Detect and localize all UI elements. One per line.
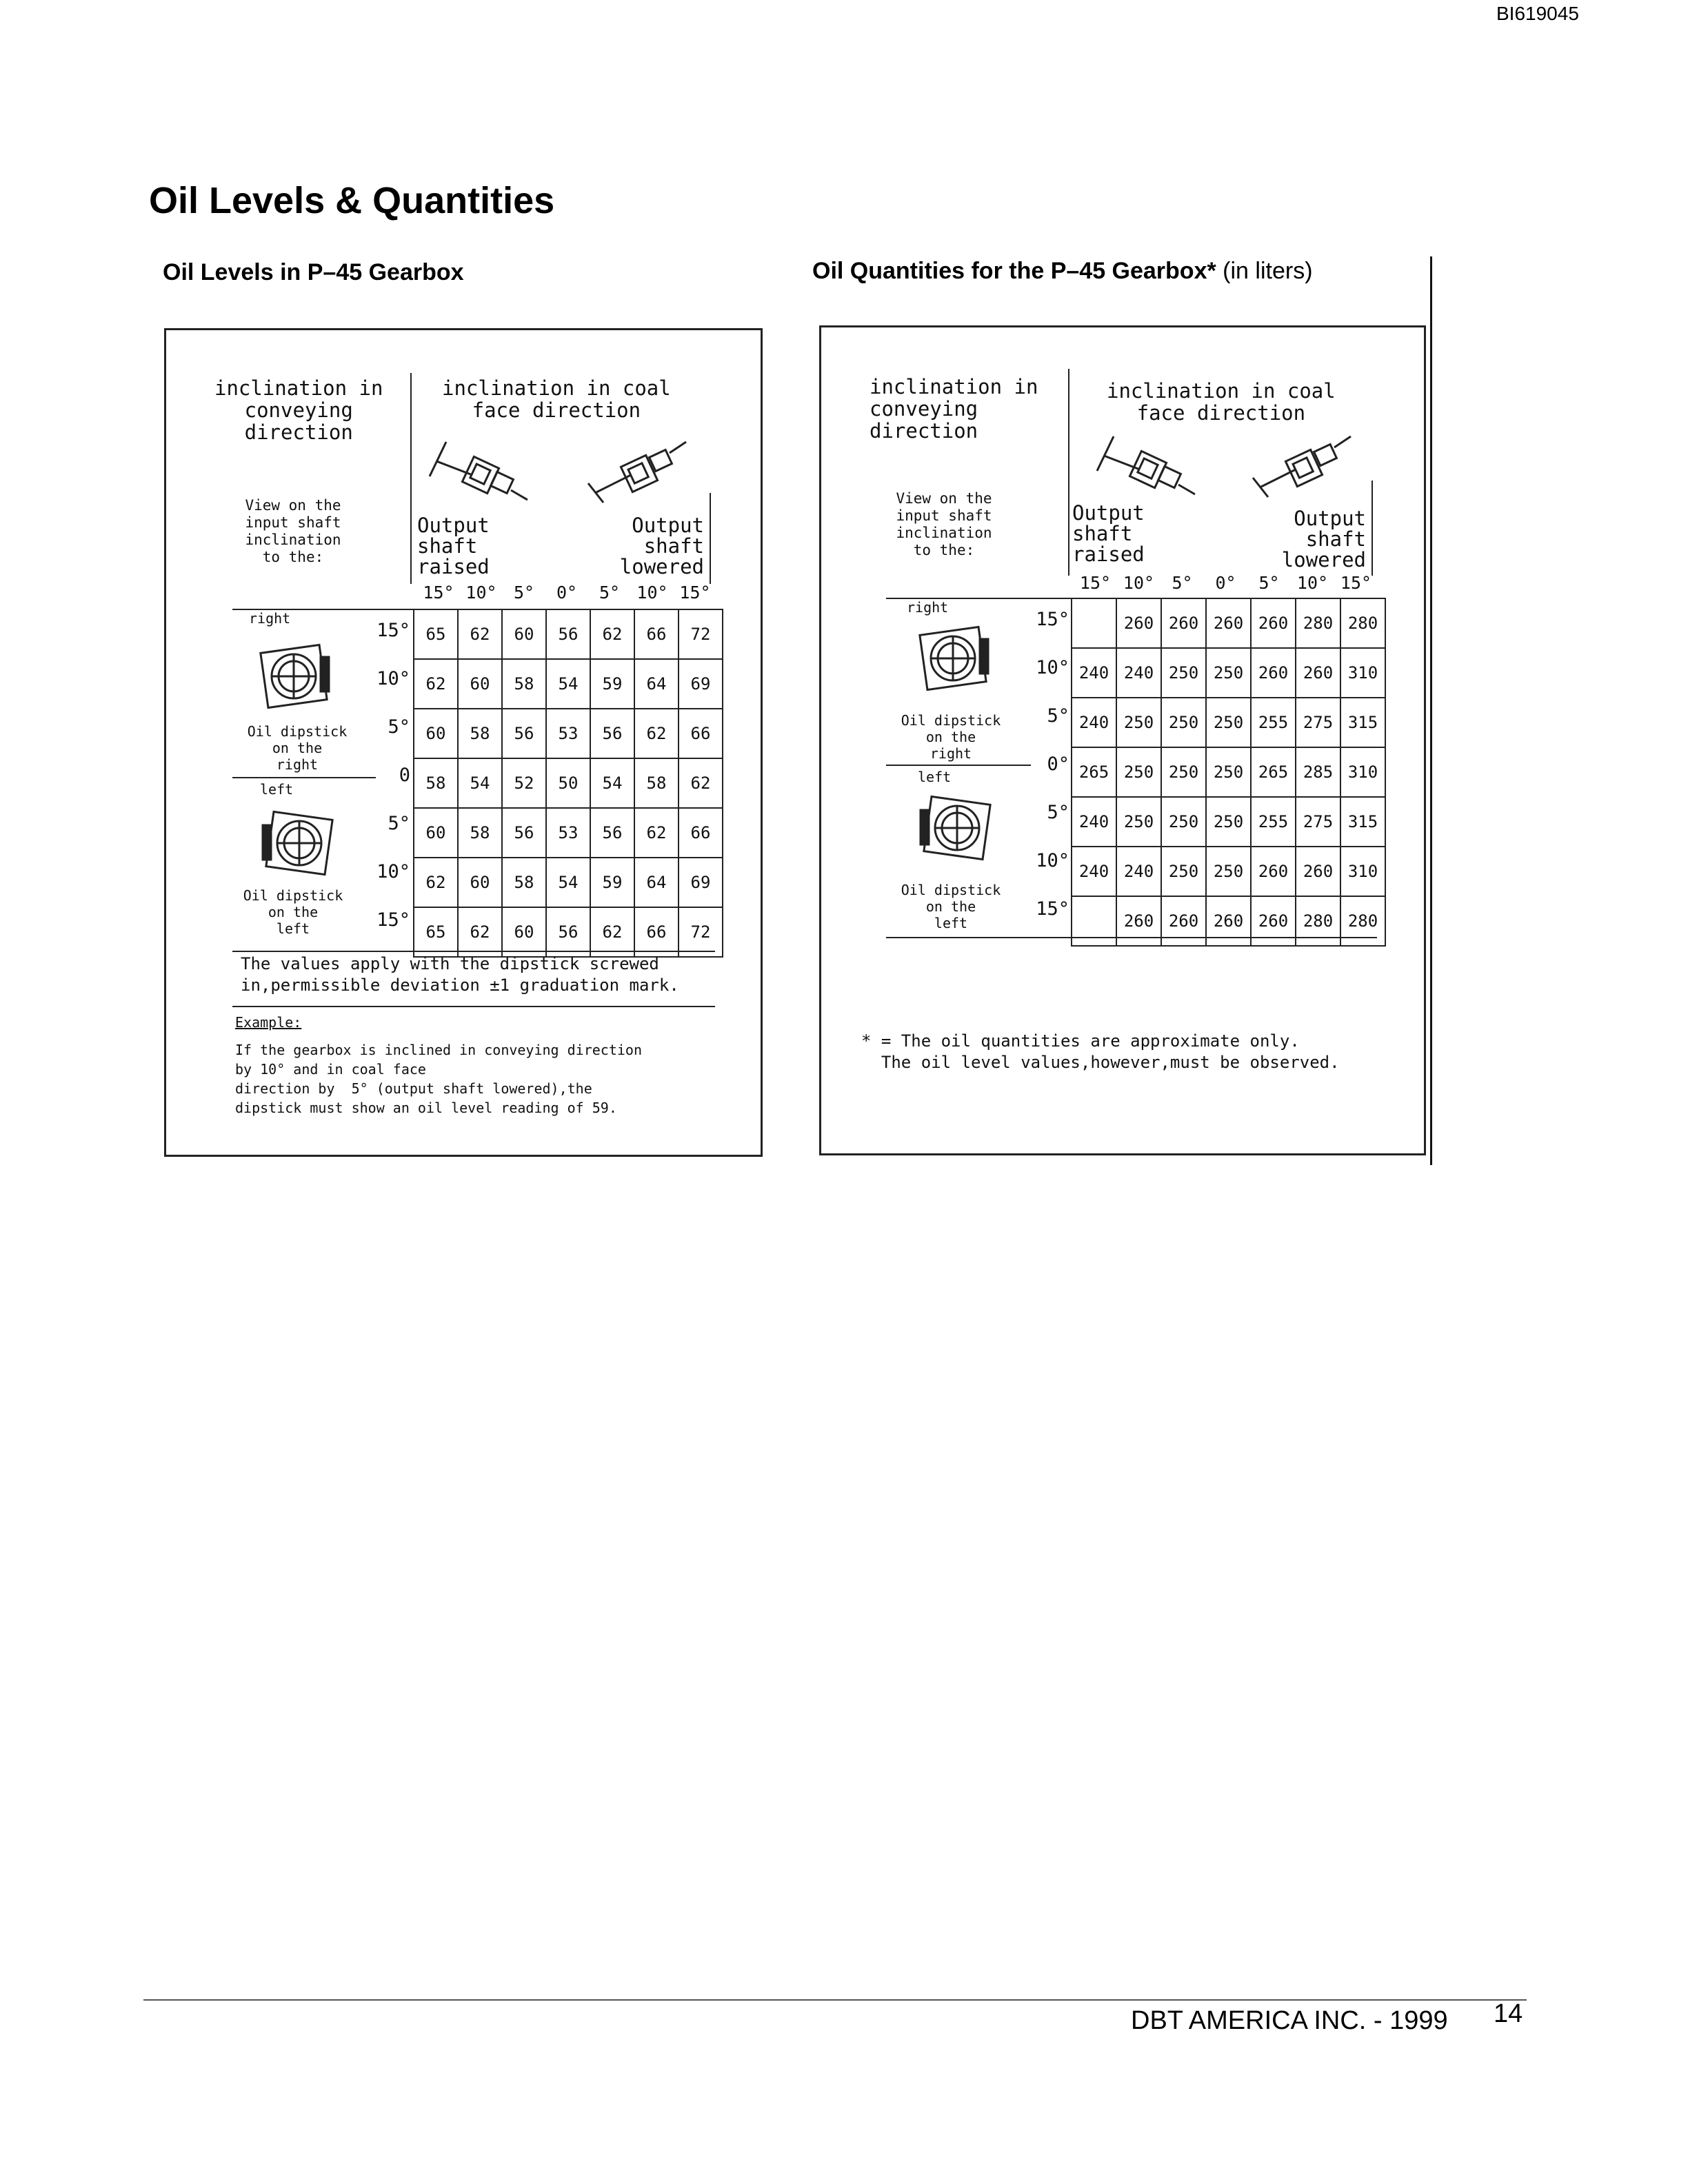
row-label-left-5: 5° — [388, 813, 410, 834]
oil-quantities-caption — [812, 258, 1313, 285]
table-cell: 56 — [546, 609, 590, 659]
table-cell: 250 — [1161, 797, 1206, 847]
conveying-direction-header: inclination in conveying direction — [870, 375, 1038, 443]
row-label-zero: 0° — [1047, 754, 1069, 775]
table-cell: 62 — [458, 609, 502, 659]
table-row — [414, 808, 723, 858]
table-cell: 310 — [1340, 747, 1385, 797]
table-cell: 280 — [1296, 598, 1340, 648]
table-cell: 280 — [1340, 598, 1385, 648]
label-left: left — [260, 781, 294, 798]
table-cell: 260 — [1206, 896, 1251, 946]
dipstick-right-icon — [914, 624, 995, 693]
table-cell: 240 — [1072, 648, 1116, 698]
table-cell: 58 — [458, 709, 502, 758]
page-number: 14 — [1494, 1999, 1523, 2028]
example-text: If the gearbox is inclined in conveying direction by 10° and in coal face direction by 5° (output shaft lowered),the dipstick must show an oil level reading of 59. — [235, 1042, 643, 1116]
table-cell: 60 — [458, 858, 502, 907]
table-cell: 62 — [414, 858, 458, 907]
table-cell: 58 — [458, 808, 502, 858]
row-label-left-10: 10° — [376, 861, 410, 882]
table-cell: 250 — [1206, 847, 1251, 896]
table-row — [414, 907, 723, 957]
table-cell: 240 — [1072, 797, 1116, 847]
table-cell: 285 — [1296, 747, 1340, 797]
label-left: left — [918, 769, 952, 785]
example-title: Example: — [235, 1014, 302, 1031]
header-right-border — [710, 493, 711, 584]
table-cell: 250 — [1206, 747, 1251, 797]
row-label-right-5: 5° — [1047, 705, 1069, 727]
table-cell: 53 — [546, 709, 590, 758]
document-id: BI619045 — [1496, 3, 1579, 24]
table-cell: 250 — [1161, 847, 1206, 896]
coal-face-direction-header: inclination in coal face direction — [442, 376, 671, 422]
oil-quantities-table — [1071, 598, 1386, 947]
table-cell: 60 — [502, 609, 546, 659]
table-cell: 72 — [679, 609, 723, 659]
label-right: right — [249, 610, 291, 627]
table-cell: 66 — [679, 808, 723, 858]
table-cell: 50 — [546, 758, 590, 808]
row-label-left-15: 15° — [1036, 898, 1069, 920]
shaft-lowered-label: Output shaft lowered — [619, 514, 704, 578]
table-row — [1072, 847, 1385, 896]
shaft-lowered-label: Output shaft lowered — [1281, 507, 1366, 572]
table-cell: 53 — [546, 808, 590, 858]
table-cell: 62 — [414, 659, 458, 709]
table-cell: 315 — [1340, 698, 1385, 747]
conveying-direction-header: inclination in conveying direction — [214, 376, 383, 444]
table-cell: 62 — [634, 808, 679, 858]
table-cell: 240 — [1116, 648, 1161, 698]
col-lowered-5: 5° — [599, 583, 621, 603]
table-cell: 260 — [1161, 896, 1206, 946]
table-cell: 250 — [1161, 747, 1206, 797]
table-cell: 280 — [1296, 896, 1340, 946]
table-cell: 255 — [1251, 698, 1296, 747]
table-cell: 250 — [1206, 698, 1251, 747]
table-cell: 250 — [1206, 797, 1251, 847]
table-cell: 72 — [679, 907, 723, 957]
table-cell: 240 — [1116, 847, 1161, 896]
label-dipstick-right: Oil dipstick on the right — [247, 723, 348, 773]
oil-quantities-panel — [819, 325, 1426, 1155]
row-label-right-10: 10° — [1036, 657, 1069, 678]
table-bottom-rule — [886, 937, 1377, 938]
table-cell: 62 — [458, 907, 502, 957]
table-cell: 310 — [1340, 847, 1385, 896]
col-raised-15: 15° — [423, 583, 454, 603]
col-raised-10: 10° — [465, 583, 497, 603]
table-cell: 62 — [679, 758, 723, 808]
oil-levels-panel — [164, 328, 763, 1157]
values-note: The values apply with the dipstick screwed in,permissible deviation ±1 graduation mark. — [241, 954, 679, 995]
table-cell: 64 — [634, 659, 679, 709]
table-cell: 280 — [1340, 896, 1385, 946]
col-lowered-10: 10° — [1296, 573, 1329, 593]
row-label-left-5: 5° — [1047, 802, 1069, 823]
table-cell: 65 — [414, 609, 458, 659]
row-label-left-10: 10° — [1036, 850, 1069, 871]
page-title: Oil Levels & Quantities — [149, 180, 555, 221]
table-cell: 56 — [546, 907, 590, 957]
table-cell: 56 — [590, 808, 634, 858]
margin-rule — [1430, 256, 1432, 1165]
table-cell: 62 — [634, 709, 679, 758]
row-label-zero: 0 — [399, 765, 410, 786]
table-row — [414, 758, 723, 808]
gearbox-lowered-icon — [583, 434, 700, 509]
footer-company: DBT AMERICA INC. - 1999 — [1131, 2006, 1448, 2035]
row-label-right-15: 15° — [376, 620, 410, 641]
table-cell: 240 — [1072, 847, 1116, 896]
col-raised-5: 5° — [513, 583, 535, 603]
oil-quantities-caption-bold: Oil Quantities for the P–45 Gearbox* — [812, 258, 1216, 284]
row-label-right-15: 15° — [1036, 609, 1069, 630]
table-cell: 64 — [634, 858, 679, 907]
table-cell: 260 — [1296, 648, 1340, 698]
dipstick-left-icon — [915, 793, 996, 862]
shaft-raised-label: Output shaft raised — [417, 514, 490, 578]
table-cell: 54 — [458, 758, 502, 808]
table-cell: 60 — [458, 659, 502, 709]
table-cell: 56 — [502, 709, 546, 758]
table-cell: 60 — [502, 907, 546, 957]
table-row — [414, 609, 723, 659]
label-dipstick-left: Oil dipstick on the left — [901, 882, 1001, 931]
table-cell: 60 — [414, 709, 458, 758]
table-cell: 60 — [414, 808, 458, 858]
table-cell — [1072, 896, 1116, 946]
col-lowered-5: 5° — [1258, 573, 1280, 593]
table-row — [1072, 747, 1385, 797]
oil-quantities-caption-unit: (in liters) — [1216, 258, 1313, 284]
table-row — [414, 858, 723, 907]
table-cell: 260 — [1251, 896, 1296, 946]
table-cell: 58 — [502, 659, 546, 709]
col-raised-15: 15° — [1079, 573, 1112, 593]
right-left-divider — [886, 765, 1031, 766]
dipstick-right-icon — [254, 642, 336, 711]
table-cell: 250 — [1161, 648, 1206, 698]
col-lowered-10: 10° — [636, 583, 668, 603]
table-cell: 58 — [634, 758, 679, 808]
table-cell: 260 — [1251, 847, 1296, 896]
table-cell: 260 — [1251, 648, 1296, 698]
label-right: right — [907, 599, 949, 616]
table-cell: 66 — [634, 609, 679, 659]
table-cell: 59 — [590, 659, 634, 709]
table-cell: 65 — [414, 907, 458, 957]
table-cell: 260 — [1206, 598, 1251, 648]
gearbox-lowered-icon — [1247, 428, 1365, 504]
table-cell: 54 — [546, 858, 590, 907]
table-cell: 275 — [1296, 698, 1340, 747]
header-right-border — [1372, 481, 1373, 576]
table-cell: 250 — [1206, 648, 1251, 698]
table-cell: 54 — [590, 758, 634, 808]
table-cell: 58 — [414, 758, 458, 808]
table-cell: 250 — [1116, 797, 1161, 847]
table-cell: 250 — [1116, 698, 1161, 747]
table-cell: 56 — [590, 709, 634, 758]
table-cell: 66 — [679, 709, 723, 758]
table-cell: 250 — [1161, 698, 1206, 747]
table-cell: 54 — [546, 659, 590, 709]
table-cell: 315 — [1340, 797, 1385, 847]
table-cell: 58 — [502, 858, 546, 907]
coal-face-direction-header: inclination in coal face direction — [1107, 379, 1336, 425]
dipstick-left-icon — [257, 809, 339, 878]
row-label-left-15: 15° — [376, 909, 410, 931]
footer-rule — [143, 1999, 1527, 2001]
table-cell: 56 — [502, 808, 546, 858]
table-row — [414, 709, 723, 758]
table-row — [414, 659, 723, 709]
right-left-divider — [232, 777, 376, 778]
col-raised-10: 10° — [1123, 573, 1155, 593]
table-cell: 240 — [1072, 698, 1116, 747]
table-cell: 69 — [679, 659, 723, 709]
col-lowered-15: 15° — [1340, 573, 1372, 593]
table-row — [1072, 598, 1385, 648]
table-cell: 260 — [1116, 598, 1161, 648]
table-row — [1072, 698, 1385, 747]
view-on-input-shaft: View on the input shaft inclination to the: — [896, 490, 992, 558]
gearbox-raised-icon — [1092, 428, 1209, 504]
table-row — [1072, 797, 1385, 847]
header-divider — [410, 373, 412, 584]
oil-levels-caption: Oil Levels in P–45 Gearbox — [163, 259, 464, 285]
oil-levels-table — [413, 609, 723, 958]
table-cell: 265 — [1251, 747, 1296, 797]
table-cell: 255 — [1251, 797, 1296, 847]
table-cell: 260 — [1161, 598, 1206, 648]
table-cell: 275 — [1296, 797, 1340, 847]
table-cell: 260 — [1296, 847, 1340, 896]
table-cell: 310 — [1340, 648, 1385, 698]
table-cell: 265 — [1072, 747, 1116, 797]
col-raised-5: 5° — [1172, 573, 1193, 593]
table-cell: 59 — [590, 858, 634, 907]
note-divider — [232, 1006, 715, 1007]
table-cell: 69 — [679, 858, 723, 907]
table-cell: 52 — [502, 758, 546, 808]
table-cell: 260 — [1116, 896, 1161, 946]
header-divider — [1068, 369, 1069, 576]
row-label-right-5: 5° — [388, 716, 410, 738]
label-dipstick-left: Oil dipstick on the left — [243, 887, 343, 937]
gearbox-raised-icon — [424, 434, 541, 509]
table-cell: 250 — [1116, 747, 1161, 797]
table-bottom-rule — [232, 951, 715, 952]
col-lowered-15: 15° — [679, 583, 711, 603]
table-cell: 62 — [590, 907, 634, 957]
table-row — [1072, 648, 1385, 698]
table-cell: 260 — [1251, 598, 1296, 648]
table-cell: 62 — [590, 609, 634, 659]
label-dipstick-right: Oil dipstick on the right — [901, 712, 1001, 762]
table-cell — [1072, 598, 1116, 648]
approximate-note: * = The oil quantities are approximate only. The oil level values,however,must be observed. — [861, 1031, 1340, 1072]
row-label-right-10: 10° — [376, 668, 410, 689]
table-row — [1072, 896, 1385, 946]
view-on-input-shaft: View on the input shaft inclination to the: — [245, 497, 341, 565]
col-zero: 0° — [1215, 573, 1236, 593]
shaft-raised-label: Output shaft raised — [1072, 501, 1145, 566]
table-cell: 66 — [634, 907, 679, 957]
col-zero: 0° — [556, 583, 578, 603]
